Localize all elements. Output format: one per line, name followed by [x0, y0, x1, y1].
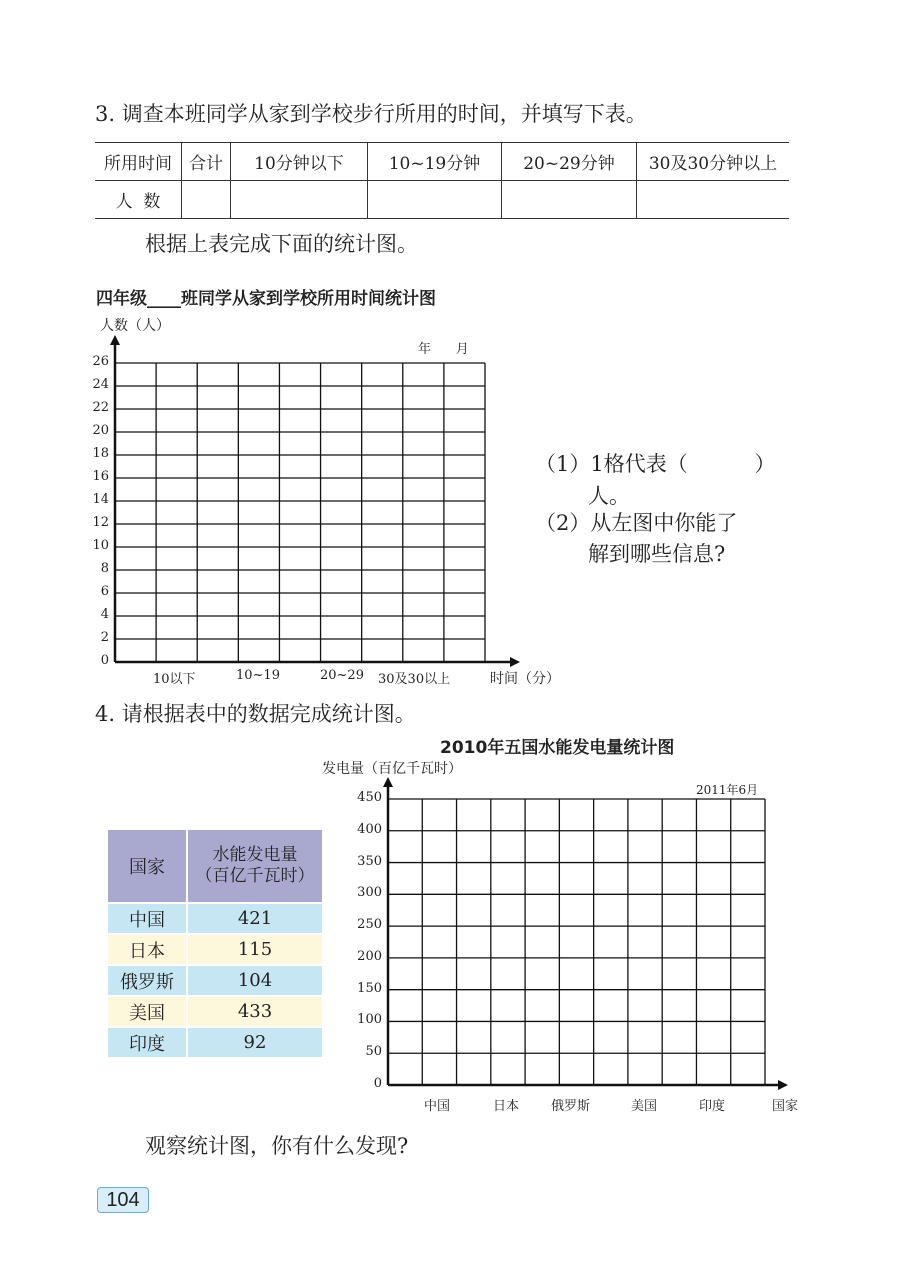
chart1-ytick: 12: [92, 515, 109, 530]
header-cell: 10~19分钟: [368, 143, 502, 181]
page-number: 104: [97, 1187, 149, 1213]
chart2-xtick: 中国: [424, 1099, 451, 1114]
chart1-x-arrow-icon: [510, 657, 520, 667]
chart2-ytick: 100: [357, 1012, 382, 1028]
chart1-xtick: 10~19: [236, 668, 280, 683]
chart1-y-arrow-icon: [110, 335, 120, 345]
q4-title: 4. 请根据表中的数据完成统计图。: [95, 702, 416, 726]
chart2-xlabel: 国家: [772, 1099, 799, 1114]
chart2-y-arrow-icon: [383, 777, 393, 787]
header-cell: 10分钟以下: [231, 143, 368, 181]
chart2-xtick: 印度: [699, 1099, 726, 1114]
header-cell: 20~29分钟: [502, 143, 637, 181]
chart2-ytick: 350: [357, 853, 382, 869]
q3-title: 3. 调查本班同学从家到学校步行所用的时间，并填写下表。: [95, 102, 647, 126]
chart1-ytick: 14: [92, 492, 109, 507]
value-cell: 433: [188, 997, 324, 1028]
chart1-ytick: 16: [92, 469, 109, 484]
chart1-ytick: 26: [92, 354, 109, 369]
chart1-ytick: 4: [100, 607, 109, 622]
chart2-ytick: 450: [357, 790, 382, 805]
header-cell: 所用时间: [95, 143, 182, 181]
chart1-ytick: 10: [92, 538, 109, 553]
row-label: 人 数: [95, 181, 182, 219]
country-cell: 日本: [108, 935, 188, 966]
chart2-ytick: 200: [357, 948, 382, 964]
chart1-xtick: 10以下: [153, 672, 196, 687]
header-value-line1: 水能发电量: [212, 845, 298, 865]
chart1-ytick: 2: [100, 630, 109, 645]
chart1-date: 年 月: [418, 342, 469, 357]
chart2-title: 2010年五国水能发电量统计图: [440, 738, 675, 758]
value-cell: 104: [188, 966, 324, 997]
chart2-date: 2011年6月: [696, 783, 759, 797]
q3-instruction: 根据上表完成下面的统计图。: [145, 232, 418, 256]
chart2-x-arrow-icon: [778, 1080, 788, 1090]
question-1: （1）1格代表（ ）: [535, 452, 776, 476]
chart1-ytick: 8: [100, 561, 109, 576]
chart1-ytick: 20: [92, 423, 109, 438]
header-country: 国家: [108, 830, 188, 904]
chart2-xtick: 俄罗斯: [551, 1099, 591, 1114]
header-cell: 合计: [182, 143, 231, 181]
chart1-xtick: 30及30以上: [378, 672, 451, 687]
chart2-ytick: 50: [365, 1044, 382, 1060]
country-cell: 中国: [108, 904, 188, 935]
chart2-ytick: 400: [357, 821, 382, 837]
chart1-ytick: 22: [92, 400, 109, 415]
chart1-ytick: 24: [92, 377, 109, 392]
chart1-ylabel: 人数（人）: [100, 318, 170, 334]
chart2-ylabel: 发电量（百亿千瓦时）: [322, 761, 462, 777]
chart1-ytick: 18: [92, 446, 109, 461]
chart1-title: 四年级____班同学从家到学校所用时间统计图: [96, 289, 436, 309]
chart2-xtick: 美国: [631, 1099, 658, 1114]
q4-closing: 观察统计图，你有什么发现?: [145, 1134, 409, 1158]
country-cell: 俄罗斯: [108, 966, 188, 997]
chart1-xlabel: 时间（分）: [490, 671, 560, 687]
question-2-cont: 解到哪些信息?: [588, 542, 726, 566]
chart2-xtick: 日本: [493, 1099, 520, 1114]
chart1-xtick: 20~29: [320, 668, 364, 683]
chart2-ytick: 300: [357, 885, 382, 901]
chart2-ytick: 0: [373, 1076, 382, 1091]
header-value-line2: （百亿千瓦时）: [195, 866, 315, 886]
value-cell: 115: [188, 935, 324, 966]
country-cell: 美国: [108, 997, 188, 1028]
country-cell: 印度: [108, 1028, 188, 1059]
question-2: （2）从左图中你能了: [535, 511, 738, 535]
chart1-ytick: 6: [100, 584, 109, 599]
question-1-cont: 人。: [588, 484, 630, 508]
value-cell: 92: [188, 1028, 324, 1059]
header-cell: 30及30分钟以上: [637, 143, 790, 181]
chart2-ytick: 250: [357, 917, 382, 933]
chart1-ytick: 0: [100, 653, 109, 668]
chart2-ytick: 150: [357, 980, 382, 996]
value-cell: 421: [188, 904, 324, 935]
